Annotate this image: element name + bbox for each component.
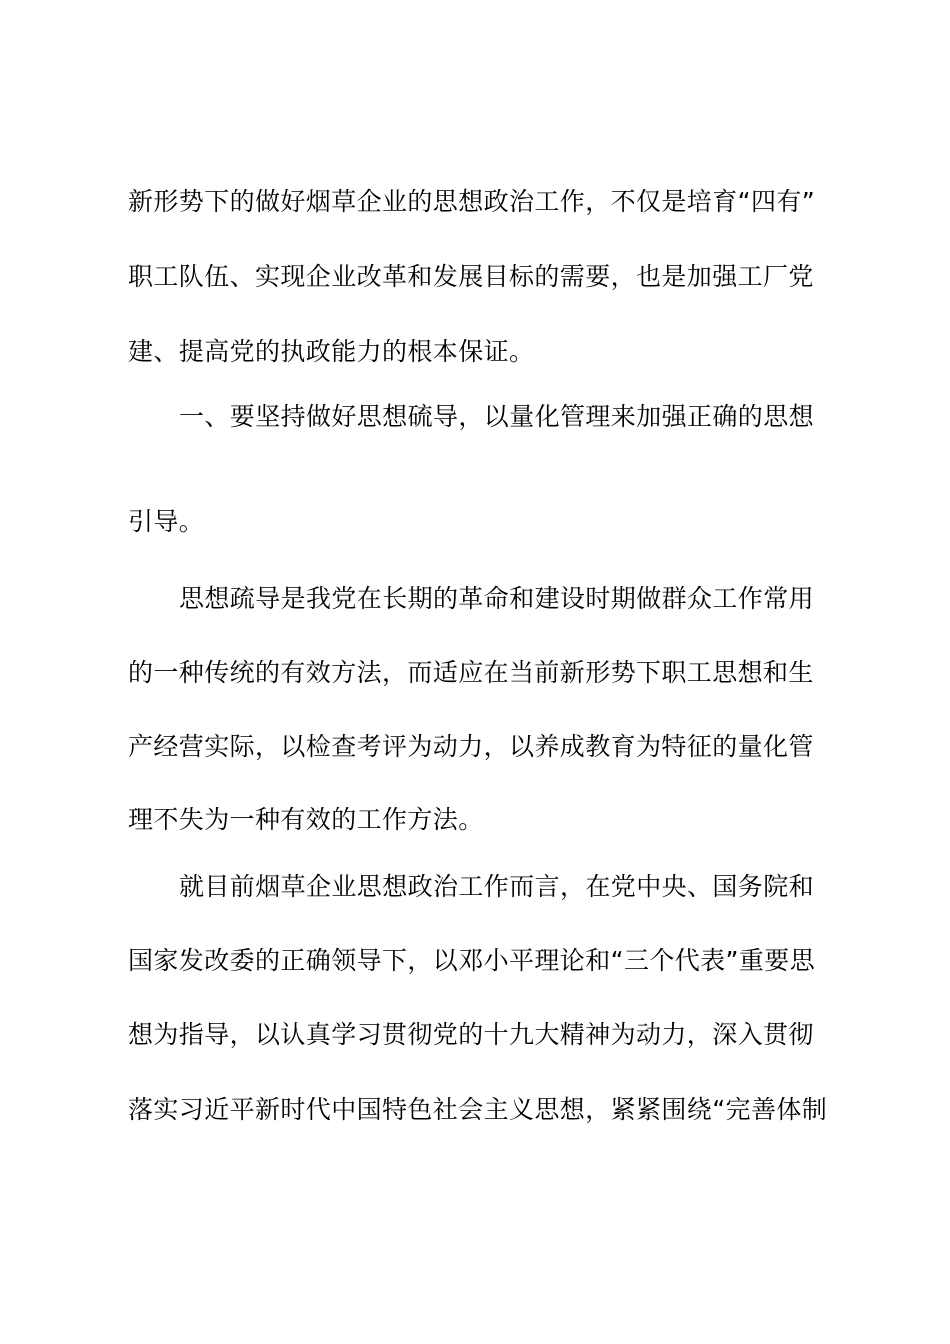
paragraph-2-line-3: 产经营实际，以检查考评为动力，以养成教育为特征的量化管 <box>128 732 814 761</box>
paragraph-3-line-2: 国家发改委的正确领导下，以邓小平理论和“三个代表”重要思 <box>128 946 816 975</box>
paragraph-2-line-2: 的一种传统的有效方法，而适应在当前新形势下职工思想和生 <box>128 658 814 687</box>
section-heading-line-1: 一、要坚持做好思想硫导，以量化管理来加强正确的思想 <box>179 402 815 431</box>
paragraph-1-line-1: 新形势下的做好烟草企业的思想政治工作，不仅是培育“四有” <box>128 187 816 216</box>
paragraph-2-line-4: 理不失为一种有效的工作方法。 <box>128 805 484 834</box>
paragraph-3-line-3: 想为指导，以认真学习贯彻党的十九大精神为动力，深入贯彻 <box>128 1020 814 1049</box>
paragraph-1-line-3: 建、提高党的执政能力的根本保证。 <box>128 337 535 366</box>
paragraph-2-line-1: 思想疏导是我党在长期的革命和建设时期做群众工作常用 <box>179 584 815 613</box>
paragraph-3-line-4: 落实习近平新时代中国特色社会主义思想，紧紧围绕“完善体制 <box>128 1095 828 1124</box>
paragraph-1-line-2: 职工队伍、实现企业改革和发展目标的需要，也是加强工厂党 <box>128 262 814 291</box>
section-heading-line-2: 引导。 <box>128 507 205 536</box>
paragraph-3-line-1: 就目前烟草企业思想政治工作而言，在党中央、国务院和 <box>179 872 815 901</box>
